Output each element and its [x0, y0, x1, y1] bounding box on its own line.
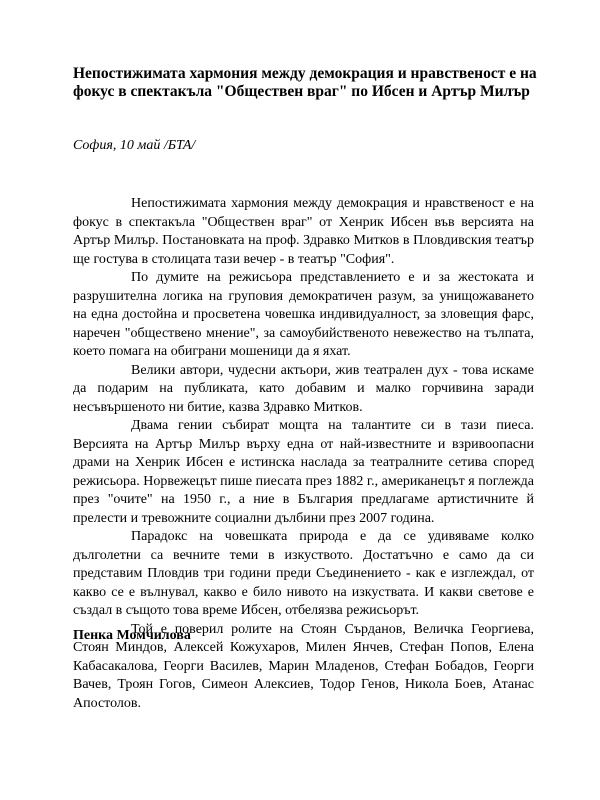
article-paragraph: Двама гении събират мощта на талантите си в тази пиеса. Версията на Артър Милър върху една от най-известните и взривоопасни драми на Хенрик Ибсен е истинска наслада за театралните сетива според режисьора. Норвежецът пише пиесата през 1882 г., американецът я поглежда през "очите" на 1950 г., а ние в България предлагаме артистичните й прелести и тревожните социални дълбини през 2007 година. — [73, 418, 534, 526]
article-title: Непостижимата хармония между демокрация и нравственост е на фокус в спектакъла "Обществен враг" по Ибсен и Артър Милър — [73, 65, 537, 100]
article-paragraph: По думите на режисьора представлението е и за жестоката и разрушителна логика на груповия демократичен разум, за унищожаването на една достойна и просветена човешка индивидуалност, за зловещия фарс, наречен "обществено мнение", за самоубийственото невежество на тълпата, което помага на обиграни мошеници да я яхат. — [73, 270, 534, 359]
article-paragraph: Парадокс на човешката природа е да се удивяваме колко дълголетни са вечните теми в изкуството. Достатъчно е само да си представим Пловдив три години преди Съединението - как е изглеждал, от какво се е вълнувал, какво е било нивото на изкуствата. И какви светове е създал в същото това време Ибсен, отбелязва режисьорът. — [73, 529, 534, 618]
article-dateline: София, 10 май /БТА/ — [73, 138, 196, 153]
article-paragraph: Той е поверил ролите на Стоян Сърданов, Величка Георгиева, Стоян Миндов, Алексей Кожухаров, Милен Янчев, Стефан Попов, Елена Кабасакалова, Георги Василев, Марин Младенов, Стефан Бобадов, Георги Вачев, Троян Гогов, Симеон Алексиев, Тодор Генов, Никола Боев, Атанас Апостолов. — [73, 621, 534, 711]
article-paragraph: Велики автори, чудесни актьори, жив театрален дух - това искаме да подарим на публиката, като добавим и малко горчивина заради несъвършеното ни битие, казва Здравко Митков. — [73, 362, 534, 415]
article-author: Пенка Момчилова — [73, 628, 191, 643]
article-paragraph: Непостижимата хармония между демокрация и нравственост е на фокус в спектакъла "Обществен враг" от Хенрик Ибсен във версията на Артър Милър. Постановката на проф. Здравко Митков в Пловдивския театър ще гостува в столицата тази вечер - в театър "София". — [73, 196, 534, 267]
